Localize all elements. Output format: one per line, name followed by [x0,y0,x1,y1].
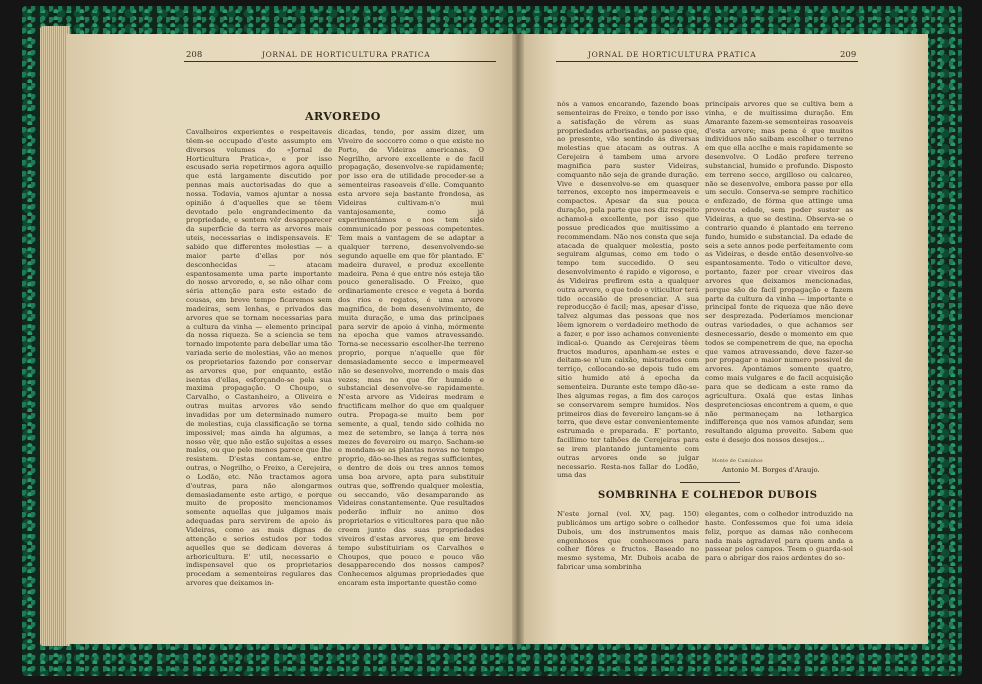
left-running-head: JORNAL DE HORTICULTURA PRATICA [262,50,431,59]
left-column-1 [186,128,332,620]
signature-place-note: Monte de Caminhos [712,459,763,464]
left-column-2 [338,128,484,620]
left-column-2-text: dicadas, tendo, por assim dizer, um Viveiro de soccorro como o que existe no Porto, de Videiras americanas. O Negrilho, arvore excellente e de facil propagação, desenvolve-se rapidamente; por isso era de utilidade proceder-se a sementeiras rasoaveis d'elle. Comquanto esta arvore seja bastante frondosa, as Videiras cultivam-n'o mui vantajosamente, como já experimentámos e nos tem sido communicado por pessoas competentes. Tem mais a vantagem de se adaptar a qualquer terreno, desenvolvendo-se segundo aquelle em que fôr plantado. E' madeira duravel, e produz excellente madeira. Pena é que entre nós esteja tão pouco generalisado. O Freixo, que ordinariamente cresce e vegeta á borda dos rios e regatos, é uma arvore magnifica, de bom desenvolvimento, de muita duração, e uma das principaes para servir de apoio á vinha, mórmente na epocha que vamos atravessando. Torna-se necessario escolher-lhe terreno proprio, porque n'aquelle que fôr demasiadamente secco e impermeavel não se desenvolve, morrendo o mais das vezes; mas no que fôr humido e substancial desenvolve-se rapidamente. N'esta arvore as Videiras medram e fructificam melhor do que em qualquer outra. Propaga-se muito bem por semente, a qual, tendo sido colhida no mez de setembro, se lança á terra nos mezes de fevereiro ou março. Sacham-se e mondam-se as plantas novas no tempo proprio, dão-se-lhes as regas sufficientes, e dentro de dois ou tres annos temos uma boa arvore, apta para substituir outras que, soffrendo qualquer molestia, ou seccando, vão desamparando as Videiras constantemente. Que resultados poderão influir no animo dos proprietarios e viticultores para que não creem junto das suas propriedades viveiros d'estas arvores, que em breve tempo substituiriam os Carvalhos e Choupos, que pouco e pouco vão desapparecendo dos nossos campos? Conhecemos algumas propriedades que encaram esta importante questão como [338,128,484,588]
right-page-number: 209 [840,50,857,60]
right-column-2-text: principais arvores que se cultiva bem a vinha, e de muitissima duração. Em Amarante fazem-se sementeiras rasoaveis d'esta arvore; mas pena é que muitos individuos não saibam escolher o terreno em que ella acclhe e mais rapidamente se desenvolve. O Lodão prefere terreno substancial, humido e profundo. Disposto em terreno secco, argilloso ou calcareo, não se desenvolve, embora passe por ella um seculo. Conserva-se sempre rachitico e enfezado, de fórma que attinge uma provecta edade, sem poder suster as Videiras, a que se destina. Observa-se o contrario quando é plantado em terreno fundo, humido e substancial. Da edade de seis a sete annos pode perfeitamente com as Videiras, e desde então desenvolve-se espantosamente. Todo o viticultor deve, portanto, fazer por crear viveiros das arvores que deixamos mencionadas, porque são de facil propagação e fazem parte da cultura da vinha — importante e principal fonte de riqueza que não deve ser desprezada. Poderíamos mencionar outras variedades, o que achamos ser desnecessario, desde o momento em que todos se compenetrem de que, na epocha que vamos atravessando, deve fazer-se por propagar o maior numero possivel de arvores. Apontámos somente quatro, como mais vulgares e de facil acquisição para que se dedicam a este ramo da agricultura. Oxalá que estas linhas despretenciosas encontrem a quem, e que não permaneçam na lethargica indifferença que nos vamos afundar, sem resultando alguma proveito. Sabem que este é desejo dos nossos desejos... [705,100,853,445]
right-column-1-text: nós a vamos encarando, fazendo boas sementeiras de Freixo, e tendo por isso a satisfação de vêrem as suas propriedades arborisadas, ao passo que, ao presente, vão sentindo ás diversas molestias que atacam as outras. A Cerejeira é tambem uma arvore magnifica para suster Videiras, comquanto não seja de grande duração. Vive e desenvolve-se em quasquer terrenos, excepto nos impermeaveis e compactos. Apesar da sua pouca duração, pela parte que nos diz respeito achamol-a excellente, por isso que possue predicados que muitissimo a recommendam. Não nos consta que seja atacada de qualquer molestia, posto seguiram algumas, como em todo o tempo tem succedido. O seu desenvolvimento é rapido e vigoroso, e ás Videiras prefirem esta a qualquer outra arvore, o que todo o viticultor terá tido occasião de presenciar. A sua reproducção é facil; mas, apesar d'isso, talvez algumas das pessoas que nos lêem ignorem o verdadeiro methodo de a fazer, e por isso achamos conveniente indical-o. Quando as Cerejeiras têem fructos maduros, apanham-se estes e deitam-se n'um caixão, misturados com terriço, collocando-se depois tudo em sitio humido até á epocha da sementeira. Durante este tempo dão-se-lhes algumas regas, a fim dos caroços se conservarem sempre humidos. Nos primeiros dias de fevereiro lançam-se á terra, que deve estar convenientemente estrumada e preparada. E' portanto, facillimo ter talhões de Cerejeiras para se irem plantando juntamente com outras arvores onde se julgar necessario. Resta-nos fallar do Lodão, uma das [557,100,699,480]
article-title-arvoredo: ARVOREDO [305,110,381,123]
right-running-head: JORNAL DE HORTICULTURA PRATICA [588,50,757,59]
article2-column-2 [705,510,853,572]
right-column-2 [705,100,853,454]
left-header-rule [184,61,496,62]
section-divider-rule [680,482,740,483]
article-title-sombrinha: SOMBRINHA E COLHEDOR DUBOIS [598,490,818,501]
article2-column-1-text: N'este jornal (vol. XV, pag. 150) publicámos um artigo sobre o colhedor Dubois, um dos instrumentos mais engenhosos que conhecemos para colher flôres e fructos. Baseado no mesmo systema, Mr. Dubois acaba de fabricar uma sombrinha [557,510,699,572]
article2-column-2-text: elegantes, com o colhedor introduzido na haste. Confessemos que foi uma ideia feliz, porque as damas não conhecem nada mais agradavel para quem anda a passear pelos campos. Teem o guarda-sol para o abrigar dos raios ardentes do so- [705,510,853,563]
left-page-number: 208 [186,50,203,60]
right-header-rule [556,61,858,62]
article-signature: Antonio M. Borges d'Araujo. [722,466,820,474]
right-column-1 [557,100,699,482]
article2-column-1 [557,510,699,572]
left-column-1-text: Cavalheiros experientes e respeitaveis têem-se occupado d'este assumpto em diversos volumes do «Jornal de Horticultura Pratica», e por isso escusado seria repetirmos agora aquillo que está largamente discutido por pennas mais auctorisadas do que a nossa. Todavia, vamos ajuntar a nossa opinião á d'aquelles que se têem devotado pelo engrandecimento da propriedade, e sentem vêr desapparecer da superficie da terra as arvores mais uteis, necessarias e indispensaveis. E' sabido que differentes molestias — a maior parte d'ellas por nós desconhecidas — atacam espantosamente uma parte importante do nosso arvoredo, e, se não olhar com séria attenção para este estado de cousas, em breve tempo ficaremos sem madeiras, sem lenhas, e privados das arvores que se tornam necessarias para a cultura da vinha — elemento principal da nossa riqueza. Se a sciencia se tem tornado impotente para debellar uma tão variada serie de molestias, vão ao menos os proprietarios fazendo por conservar as arvores que, por enquanto, estão isentas d'ellas, esforçando-se pela sua maxima propagação. O Choupo, o Carvalho, o Castanheiro, a Oliveira e outras muitas arvores vão sendo invadidas por um determinado numero de molestias, cuja classificação se torna impossivel; mas ainda ha algumas, a nosso vêr, que não estão sujeitas a esses males, ou que pelo menos parece que lhe resistem. D'estas contam-se, entre outras, o Negrilho, o Freixo, a Cerejeira, o Lodão, etc. Não tractamos agora d'outras, para não alongarmos demasiadamente este artigo, e porque muito de proposito mencionamos somente aquellas que julgamos mais adequadas para servirem de apoio ás Videiras, como as mais dignas de attenção e serios estudos por todos aquelles que se dedicam deveras á arboricultura. E' util, necessario e indispensavel que os proprietarios procedam a sementeiras regulares das arvores que deixamos in- [186,128,332,588]
book-gutter [512,34,524,644]
